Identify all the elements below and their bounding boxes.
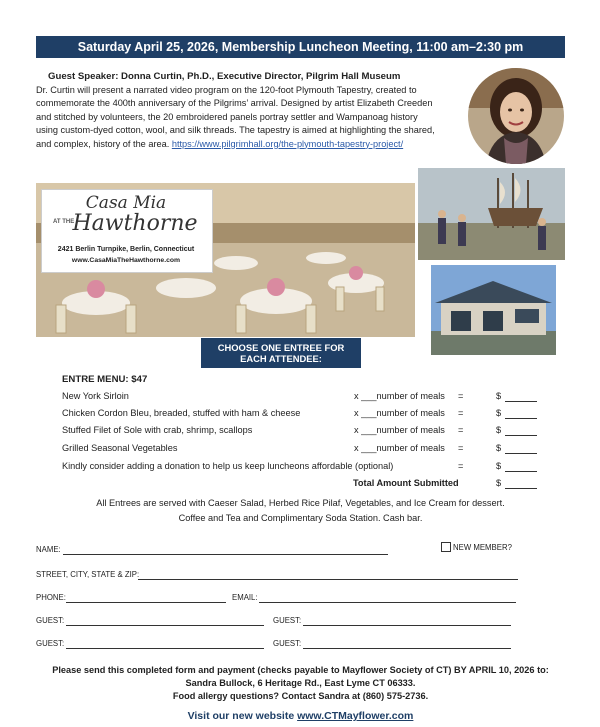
donation-label: Kindly consider adding a donation to help us keep luncheons affordable (optional): [62, 461, 394, 471]
street-input-line[interactable]: [138, 579, 518, 580]
menu-item-name: New York Sirloin: [62, 391, 129, 401]
footer-line1: Please send this completed form and payment (checks payable to Mayflower Society of CT) BY APRIL 10, 2026 to:: [52, 665, 549, 675]
new-member-label: NEW MEMBER?: [453, 543, 512, 552]
guest-label: GUEST:: [273, 616, 302, 625]
choose-line1: CHOOSE ONE ENTREE FOR: [217, 341, 345, 353]
menu-row-donation: [62, 461, 542, 475]
menu-row-chicken: [62, 408, 542, 422]
guest-field-2[interactable]: [273, 616, 511, 628]
guest-input-line[interactable]: [66, 625, 264, 626]
served-note: [36, 496, 565, 525]
equals-sign: =: [458, 443, 464, 453]
menu-item-name: Stuffed Filet of Sole with crab, shrimp, scallops: [62, 425, 253, 435]
amount-field[interactable]: [505, 435, 537, 436]
email-label: EMAIL:: [232, 593, 258, 602]
menu-row-vegetables: [62, 443, 542, 457]
guest-label: GUEST:: [36, 639, 65, 648]
phone-label: PHONE:: [36, 593, 66, 602]
website-prefix: Visit our new website: [187, 710, 298, 722]
donation-amount-field[interactable]: [505, 471, 537, 472]
phone-field[interactable]: [36, 593, 226, 605]
currency-sign: $: [496, 408, 502, 418]
guest-field-3[interactable]: [36, 639, 264, 651]
meal-quantity-field[interactable]: x ___number of meals: [354, 391, 445, 401]
guest-field-4[interactable]: [273, 639, 511, 651]
street-label: STREET, CITY, STATE & ZIP:: [36, 570, 140, 579]
name-label: NAME:: [36, 545, 61, 554]
equals-sign: =: [458, 391, 464, 401]
total-amount-field[interactable]: [505, 488, 537, 489]
footer-line3: Food allergy questions? Contact Sandra at (860) 575-2736.: [172, 691, 429, 701]
email-field[interactable]: [232, 593, 516, 605]
speaker-portrait: [468, 68, 564, 164]
website-link[interactable]: www.CTMayflower.com: [297, 710, 414, 722]
guest-label: GUEST:: [36, 616, 65, 625]
speaker-title: Guest Speaker: Donna Curtin, Ph.D., Executive Director, Pilgrim Hall Museum: [48, 71, 401, 82]
menu-row-sole: [62, 425, 542, 439]
menu-row-total: [62, 478, 542, 492]
mailing-instructions: [36, 664, 565, 703]
choose-entree-box: [201, 338, 361, 368]
venue-at-the: AT THE: [53, 219, 75, 225]
currency-sign: $: [496, 478, 502, 488]
currency-sign: $: [496, 461, 502, 471]
phone-input-line[interactable]: [66, 602, 226, 603]
equals-sign: =: [458, 461, 464, 471]
served-line2: Coffee and Tea and Complimentary Soda Station. Cash bar.: [178, 512, 423, 523]
meal-quantity-field[interactable]: x ___number of meals: [354, 408, 445, 418]
currency-sign: $: [496, 391, 502, 401]
name-input-line[interactable]: [63, 554, 388, 555]
menu-title: ENTRE MENU: $47: [62, 374, 148, 385]
footer-line2: Sandra Bullock, 6 Heritage Rd., East Lyme CT 06333.: [185, 678, 416, 688]
currency-sign: $: [496, 425, 502, 435]
event-banner: Saturday April 25, 2026, Membership Luncheon Meeting, 11:00 am–2:30 pm: [36, 36, 565, 58]
amount-field[interactable]: [505, 453, 537, 454]
venue-building-photo: [431, 265, 556, 355]
email-input-line[interactable]: [259, 602, 516, 603]
meal-quantity-field[interactable]: x ___number of meals: [354, 425, 445, 435]
speaker-body-text: Dr. Curtin will present a narrated video program on the 120-foot Plymouth Tapestry, created to commemorate the 400th anniversary of the Pilgrims’ arrival. Designed by artist Elizabeth Creeden and stitched by volunteers, the 20 embroidered panels portray settler and Wampanoag history using custom-dyed cotton, wool, and silk threads. The tapestry is aimed at highlighting the shared, and complex, history of the area.: [36, 85, 435, 149]
venue-name-line1: Casa Mia: [85, 193, 167, 213]
venue-logo-text: [41, 189, 211, 271]
tapestry-photo: [418, 168, 565, 260]
guest-label: GUEST:: [273, 639, 302, 648]
meal-quantity-field[interactable]: x ___number of meals: [354, 443, 445, 453]
menu-row-sirloin: [62, 391, 542, 405]
menu-item-name: Grilled Seasonal Vegetables: [62, 443, 178, 453]
total-label: Total Amount Submitted: [353, 478, 459, 488]
name-field[interactable]: [36, 545, 388, 557]
served-line1: All Entrees are served with Caeser Salad, Herbed Rice Pilaf, Vegetables, and Ice Cream for dessert.: [96, 498, 505, 508]
guest-input-line[interactable]: [303, 648, 511, 649]
guest-input-line[interactable]: [66, 648, 264, 649]
choose-line2: EACH ATTENDEE:: [240, 353, 322, 364]
amount-field[interactable]: [505, 418, 537, 419]
speaker-description: [36, 84, 440, 151]
website-line: [36, 710, 565, 722]
venue-url: www.CasaMiaTheHawthorne.com: [71, 257, 181, 264]
equals-sign: =: [458, 408, 464, 418]
equals-sign: =: [458, 425, 464, 435]
guest-input-line[interactable]: [303, 625, 511, 626]
amount-field[interactable]: [505, 401, 537, 402]
currency-sign: $: [496, 443, 502, 453]
street-field[interactable]: [36, 570, 518, 582]
new-member-checkbox[interactable]: [441, 542, 451, 552]
menu-item-name: Chicken Cordon Bleu, breaded, stuffed with ham & cheese: [62, 408, 301, 418]
guest-field-1[interactable]: [36, 616, 264, 628]
venue-address: 2421 Berlin Turnpike, Berlin, Connecticut: [57, 246, 195, 253]
tapestry-link[interactable]: https://www.pilgrimhall.org/the-plymouth-tapestry-project/: [171, 138, 404, 149]
venue-name-line2: Hawthorne: [72, 211, 198, 236]
